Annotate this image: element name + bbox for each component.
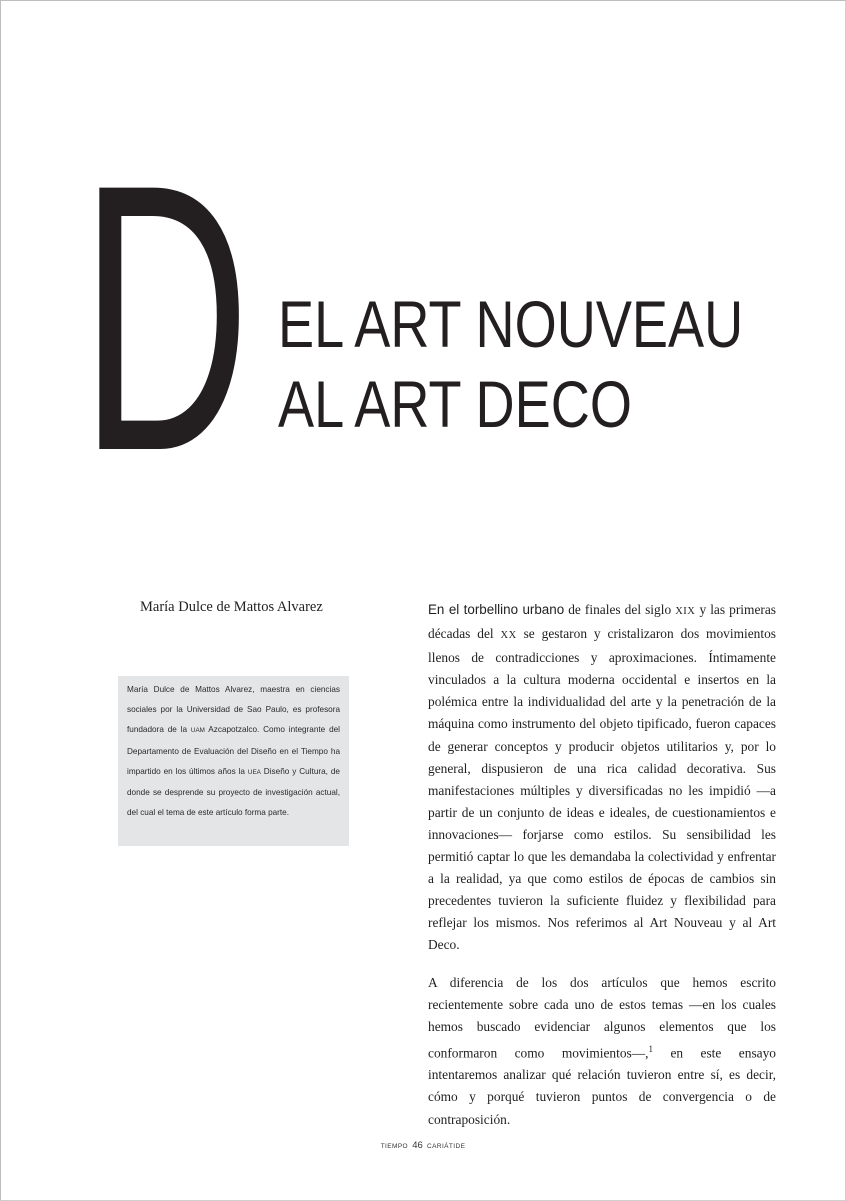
bio-uea: UEA: [247, 768, 261, 776]
century-xix: XIX: [675, 606, 696, 617]
footer-magazine: CARIÁTIDE: [427, 1143, 466, 1150]
paragraph-2: [428, 972, 776, 1131]
body-column: [428, 599, 776, 1146]
p2-text-a: A diferencia de los dos artículos que hemos escrito recientemente sobre cada uno de estos temas —en los cuales hemos buscado evidenciar algunos elementos que los conformaron como movimientos—,: [428, 974, 776, 1061]
footer-section: TIEMPO: [380, 1143, 409, 1150]
article-title: [278, 284, 743, 444]
bio-uam: UAM: [190, 727, 205, 735]
author-name: María Dulce de Mattos Alvarez: [140, 599, 323, 615]
page-number: 46: [412, 1140, 423, 1151]
lead-in: En el torbellino urbano: [428, 602, 565, 617]
bio-text-1: María Dulce de Mattos Alvarez, maestra en ciencias sociales por la Universidad de Sao Paulo, es profesora fundadora de la: [127, 685, 340, 735]
century-xx: XX: [500, 630, 517, 642]
p1-text-b: y las primeras décadas del: [428, 602, 776, 642]
title-line-1: EL ART NOUVEAU: [278, 287, 744, 361]
bio-text-2: Azcapotzalco. Como integrante del Departamento de Evaluación del Diseño en el Tiempo ha impartido en los últimos años la: [127, 725, 340, 776]
bio-text-3: Diseño y Cultura, de donde se desprende su proyecto de investigación actual, del cual el tema de este artículo forma parte.: [127, 766, 340, 818]
author-bio-box: [118, 676, 349, 846]
drop-cap-letter: D: [80, 105, 251, 530]
title-line-2: AL ART DECO: [278, 367, 632, 441]
paragraph-1: [428, 599, 776, 957]
p2-text-b: en este ensayo intentaremos analizar qué relación tuvieron entre sí, es decir, cómo y porqué tuvieron puntos de convergencia o de contraposición.: [428, 1045, 776, 1127]
p1-text-c: se gestaron y cristalizaron dos movimientos llenos de contradicciones y aproximaciones. Íntimamente vinculados a la cultura moderna occidental e insertos en la polémica entre la individualidad del arte y la penetración de la máquina como instrumento del objeto tipificado, fueron capaces de generar conceptos y producir objetos utilitarios y, por lo general, dispusieron de una rica calidad decorativa. Sus manifestaciones múltiples y diversificadas no les impidió —a partir de un conjunto de ideas e ideales, de cuestionamientos e innovaciones— forjarse como estilos. Su sensibilidad les permitió captar lo que les demandaba la colectividad y enfrentar a la realidad, ya que como estilos de épocas de cambios sin precedentes tuvieron la suficiente fluidez y flexibilidad para reflejar los mismos. Nos referimos al Art Nouveau y al Art Deco.: [428, 626, 776, 953]
page-footer: [0, 1140, 846, 1151]
p1-text-a: de finales del siglo: [564, 602, 676, 617]
footnote-ref-1[interactable]: 1: [648, 1043, 653, 1054]
